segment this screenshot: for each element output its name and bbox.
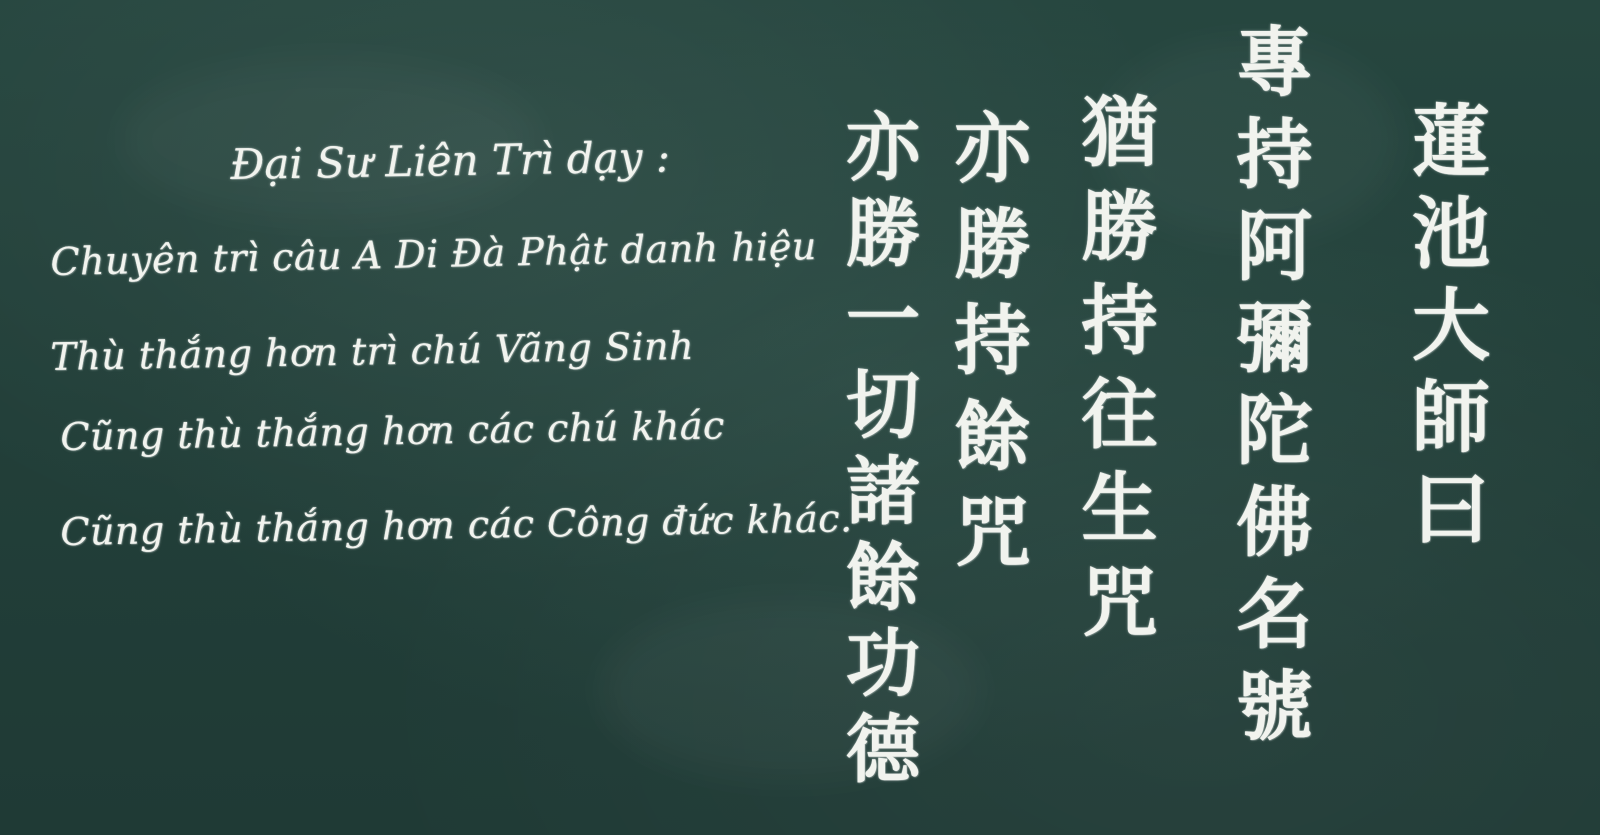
vietnamese-title: Đại Sư Liên Trì dạy : bbox=[230, 132, 671, 189]
vietnamese-line-1: Chuyên trì câu A Di Đà Phật danh hiệu bbox=[50, 223, 818, 284]
chinese-column-4: 亦勝持餘咒 bbox=[942, 108, 1031, 588]
chinese-column-3: 猶勝持往生咒 bbox=[1069, 92, 1158, 656]
vietnamese-line-2: Thù thắng hơn trì chú Vãng Sinh bbox=[50, 323, 695, 379]
chinese-column-2: 專持阿彌陀佛名號 bbox=[1224, 22, 1313, 758]
vietnamese-line-4: Cũng thù thắng hơn các Công đức khác. bbox=[60, 496, 853, 554]
vietnamese-line-3: Cũng thù thắng hơn các chú khác bbox=[60, 403, 726, 459]
chinese-column-5: 亦勝一切諸餘功德 bbox=[834, 108, 920, 796]
chalk-smudge bbox=[600, 600, 980, 780]
chinese-column-1: 蓮池大師曰 bbox=[1399, 100, 1490, 560]
